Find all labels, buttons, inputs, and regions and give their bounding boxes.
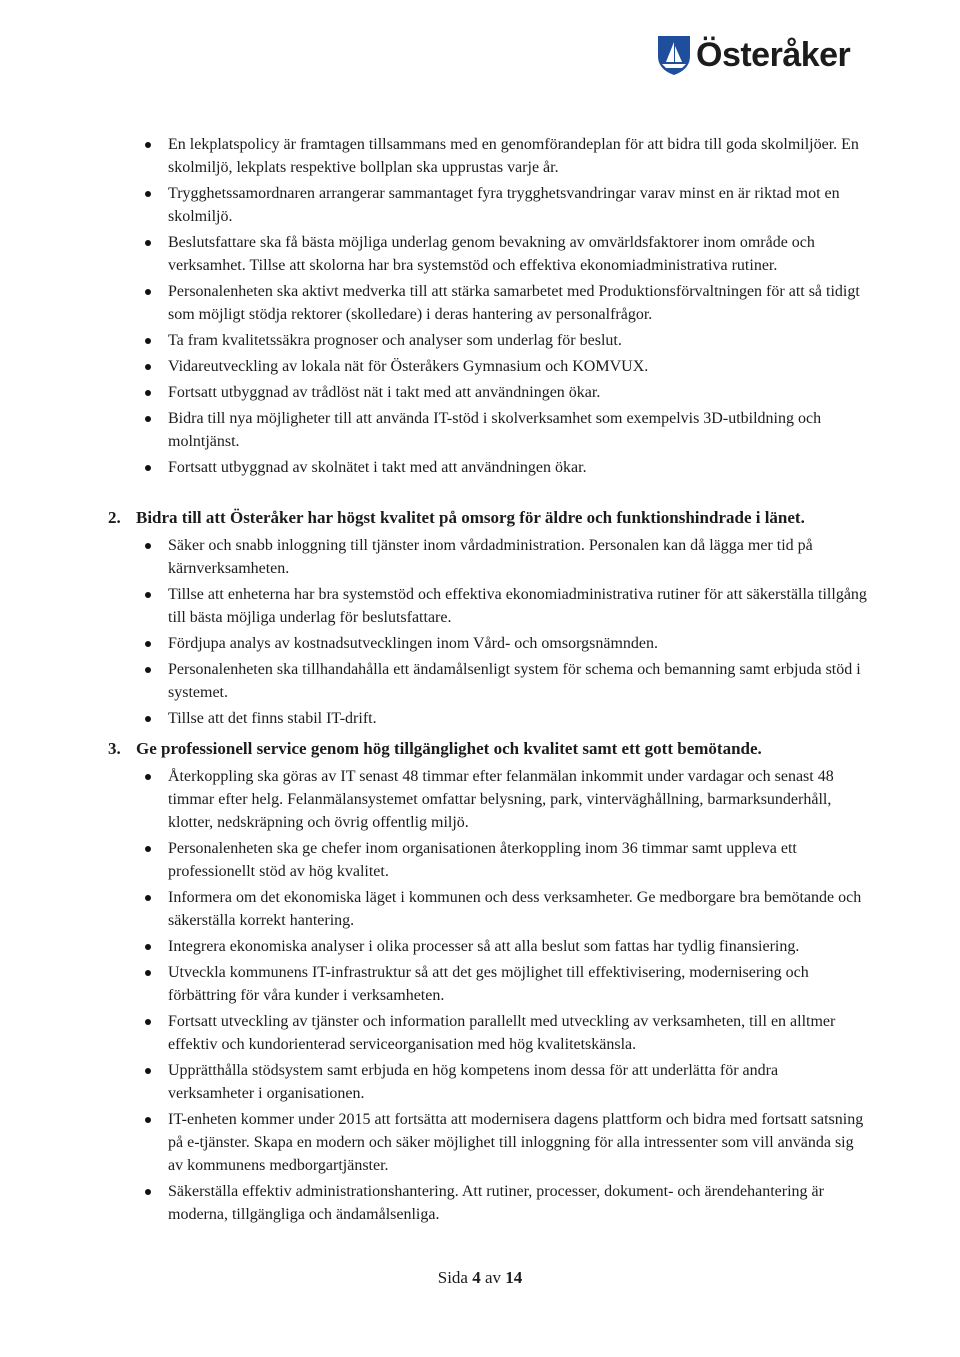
bullet-icon — [145, 1117, 151, 1123]
page-current: 4 — [472, 1268, 481, 1287]
section-heading — [0, 737, 868, 761]
list-item-text: Integrera ekonomiska analyser i olika processer så att alla beslut som fattas har tydlig finansiering. — [168, 938, 800, 955]
bullet-icon — [145, 543, 151, 549]
section-number: 3. — [108, 739, 121, 758]
list-item-text: Fortsatt utbyggnad av skolnätet i takt med att användningen ökar. — [168, 459, 587, 476]
bullet-icon — [145, 667, 151, 673]
list-item — [0, 1010, 868, 1056]
list-item-text: Vidareutveckling av lokala nät för Österåkers Gymnasium och KOMVUX. — [168, 358, 649, 375]
list-item-text: Bidra till nya möjligheter till att använda IT-stöd i skolverksamhet som exempelvis 3D-utbildning och molntjänst. — [168, 410, 822, 450]
list-item-text: Personalenheten ska ge chefer inom organisationen återkoppling inom 36 timmar samt uppleva ett professionellt stöd av hög kvalitet. — [168, 840, 797, 880]
list-item-text: Utveckla kommunens IT-infrastruktur så att det ges möjlighet till effektivisering, modernisering och förbättring för våra kunder i verksamheten. — [168, 964, 809, 1004]
list-item — [0, 534, 868, 580]
list-item — [0, 961, 868, 1007]
list-item — [0, 133, 868, 179]
list-item-text: Fördjupa analys av kostnadsutvecklingen inom Vård- och omsorgsnämnden. — [168, 635, 658, 652]
list-item-text: IT-enheten kommer under 2015 att fortsätta att modernisera dagens plattform och bidra med fortsatt satsning på e-tjänster. Skapa en modern och säker möjlighet till inloggning för alla intressenter som vill använda sig av kommunens medborgartjänster. — [168, 1111, 864, 1174]
list-item — [0, 707, 868, 730]
bullet-icon — [145, 465, 151, 471]
bullet-icon — [145, 240, 151, 246]
list-item — [0, 837, 868, 883]
list-item-text: Upprätthålla stödsystem samt erbjuda en hög kompetens inom dessa för att underlätta för andra verksamheter i organisationen. — [168, 1062, 779, 1102]
list-item — [0, 355, 868, 378]
bullet-icon — [145, 641, 151, 647]
bullet-icon — [145, 970, 151, 976]
section-title: Bidra till att Österåker har högst kvalitet på omsorg för äldre och funktionshindrade i länet. — [136, 508, 805, 527]
section-title: Ge professionell service genom hög tillgänglighet och kvalitet samt ett gott bemötande. — [136, 739, 762, 758]
list-item — [0, 765, 868, 834]
bullet-icon — [145, 289, 151, 295]
coat-of-arms-icon — [656, 34, 692, 76]
list-item-text: Ta fram kvalitetssäkra prognoser och analyser som underlag för beslut. — [168, 332, 622, 349]
list-item-text: Säker och snabb inloggning till tjänster inom vårdadministration. Personalen kan då lägga mer tid på kärnverksamheten. — [168, 537, 813, 577]
list-item — [0, 583, 868, 629]
bullet-icon — [145, 592, 151, 598]
list-item — [0, 381, 868, 404]
bullet-icon — [145, 774, 151, 780]
list-item — [0, 231, 868, 277]
list-item — [0, 658, 868, 704]
bullet-icon — [145, 846, 151, 852]
list-item — [0, 632, 868, 655]
list-item-text: Trygghetssamordnaren arrangerar sammantaget fyra trygghetsvandringar varav minst en är riktad mot en skolmiljö. — [168, 185, 840, 225]
section-3 — [0, 737, 868, 1229]
list-item — [0, 1108, 868, 1177]
bullet-icon — [145, 944, 151, 950]
page-separator: av — [484, 1268, 502, 1287]
list-item-text: En lekplatspolicy är framtagen tillsammans med en genomförandeplan för att bidra till goda skolmiljöer. En skolmiljö, lekplats respektive bollplan ska upprustas varje år. — [168, 136, 859, 176]
list-item — [0, 407, 868, 453]
list-item-text: Personalenheten ska tillhandahålla ett ändamålsenligt system för schema och bemanning samt erbjuda stöd i systemet. — [168, 661, 861, 701]
list-item-text: Tillse att det finns stabil IT-drift. — [168, 710, 377, 727]
list-item-text: Fortsatt utveckling av tjänster och information parallellt med utveckling av verksamheten, till en alltmer effektiv och kundorienterad serviceorganisation med hög kvalitetskänsla. — [168, 1013, 836, 1053]
list-item-text: Återkoppling ska göras av IT senast 48 timmar efter felanmälan inkommit under vardagar och senast 48 timmar efter helg. Felanmälansystemet omfattar belysning, park, vinterväghållning, barmarksunderhåll, klotter, nedskräpning och övrig offentlig miljö. — [168, 768, 834, 831]
bullet-icon — [145, 191, 151, 197]
section-heading — [0, 506, 868, 530]
bullet-icon — [145, 338, 151, 344]
section-2-list — [0, 534, 868, 730]
brand-name: Österåker — [696, 35, 851, 74]
list-item-text: Beslutsfattare ska få bästa möjliga underlag genom bevakning av omvärldsfaktorer inom område och verksamhet. Tillse att skolorna har bra systemstöd och effektiva ekonomiadministrativa rutiner. — [168, 234, 815, 274]
list-item — [0, 329, 868, 352]
list-item-text: Säkerställa effektiv administrationshantering. Att rutiner, processer, dokument- och ärendehantering är moderna, tillgängliga och ändamålsenliga. — [168, 1183, 824, 1223]
list-item — [0, 280, 868, 326]
page-prefix: Sida — [437, 1268, 468, 1287]
list-item-text: Tillse att enheterna har bra systemstöd och effektiva ekonomiadministrativa rutiner för att säkerställa tillgång till bästa möjliga underlag för beslutsfattare. — [168, 586, 867, 626]
list-item-text: Fortsatt utbyggnad av trådlöst nät i takt med att användningen ökar. — [168, 384, 601, 401]
page-number — [0, 1268, 960, 1288]
list-item — [0, 935, 868, 958]
bullet-icon — [145, 416, 151, 422]
list-item — [0, 1059, 868, 1105]
intro-list — [0, 133, 868, 482]
section-number: 2. — [108, 508, 121, 527]
section-2 — [0, 506, 868, 733]
list-item — [0, 886, 868, 932]
bullet-icon — [145, 364, 151, 370]
page-total: 14 — [505, 1268, 523, 1287]
bullet-icon — [145, 1189, 151, 1195]
list-item — [0, 456, 868, 479]
list-item-text: Informera om det ekonomiska läget i kommunen och dess verksamheter. Ge medborgare bra bemötande och säkerställa korrekt hantering. — [168, 889, 862, 929]
brand-logo — [656, 34, 850, 76]
bullet-icon — [145, 390, 151, 396]
bullet-icon — [145, 716, 151, 722]
bullet-icon — [145, 895, 151, 901]
bullet-icon — [145, 142, 151, 148]
list-item-text: Personalenheten ska aktivt medverka till att stärka samarbetet med Produktionsförvaltningen för att så tidigt som möjligt stödja rektorer (skolledare) i deras hantering av personalfrågor. — [168, 283, 860, 323]
bullet-icon — [145, 1068, 151, 1074]
list-item — [0, 182, 868, 228]
bullet-icon — [145, 1019, 151, 1025]
section-3-list — [0, 765, 868, 1226]
list-item — [0, 1180, 868, 1226]
